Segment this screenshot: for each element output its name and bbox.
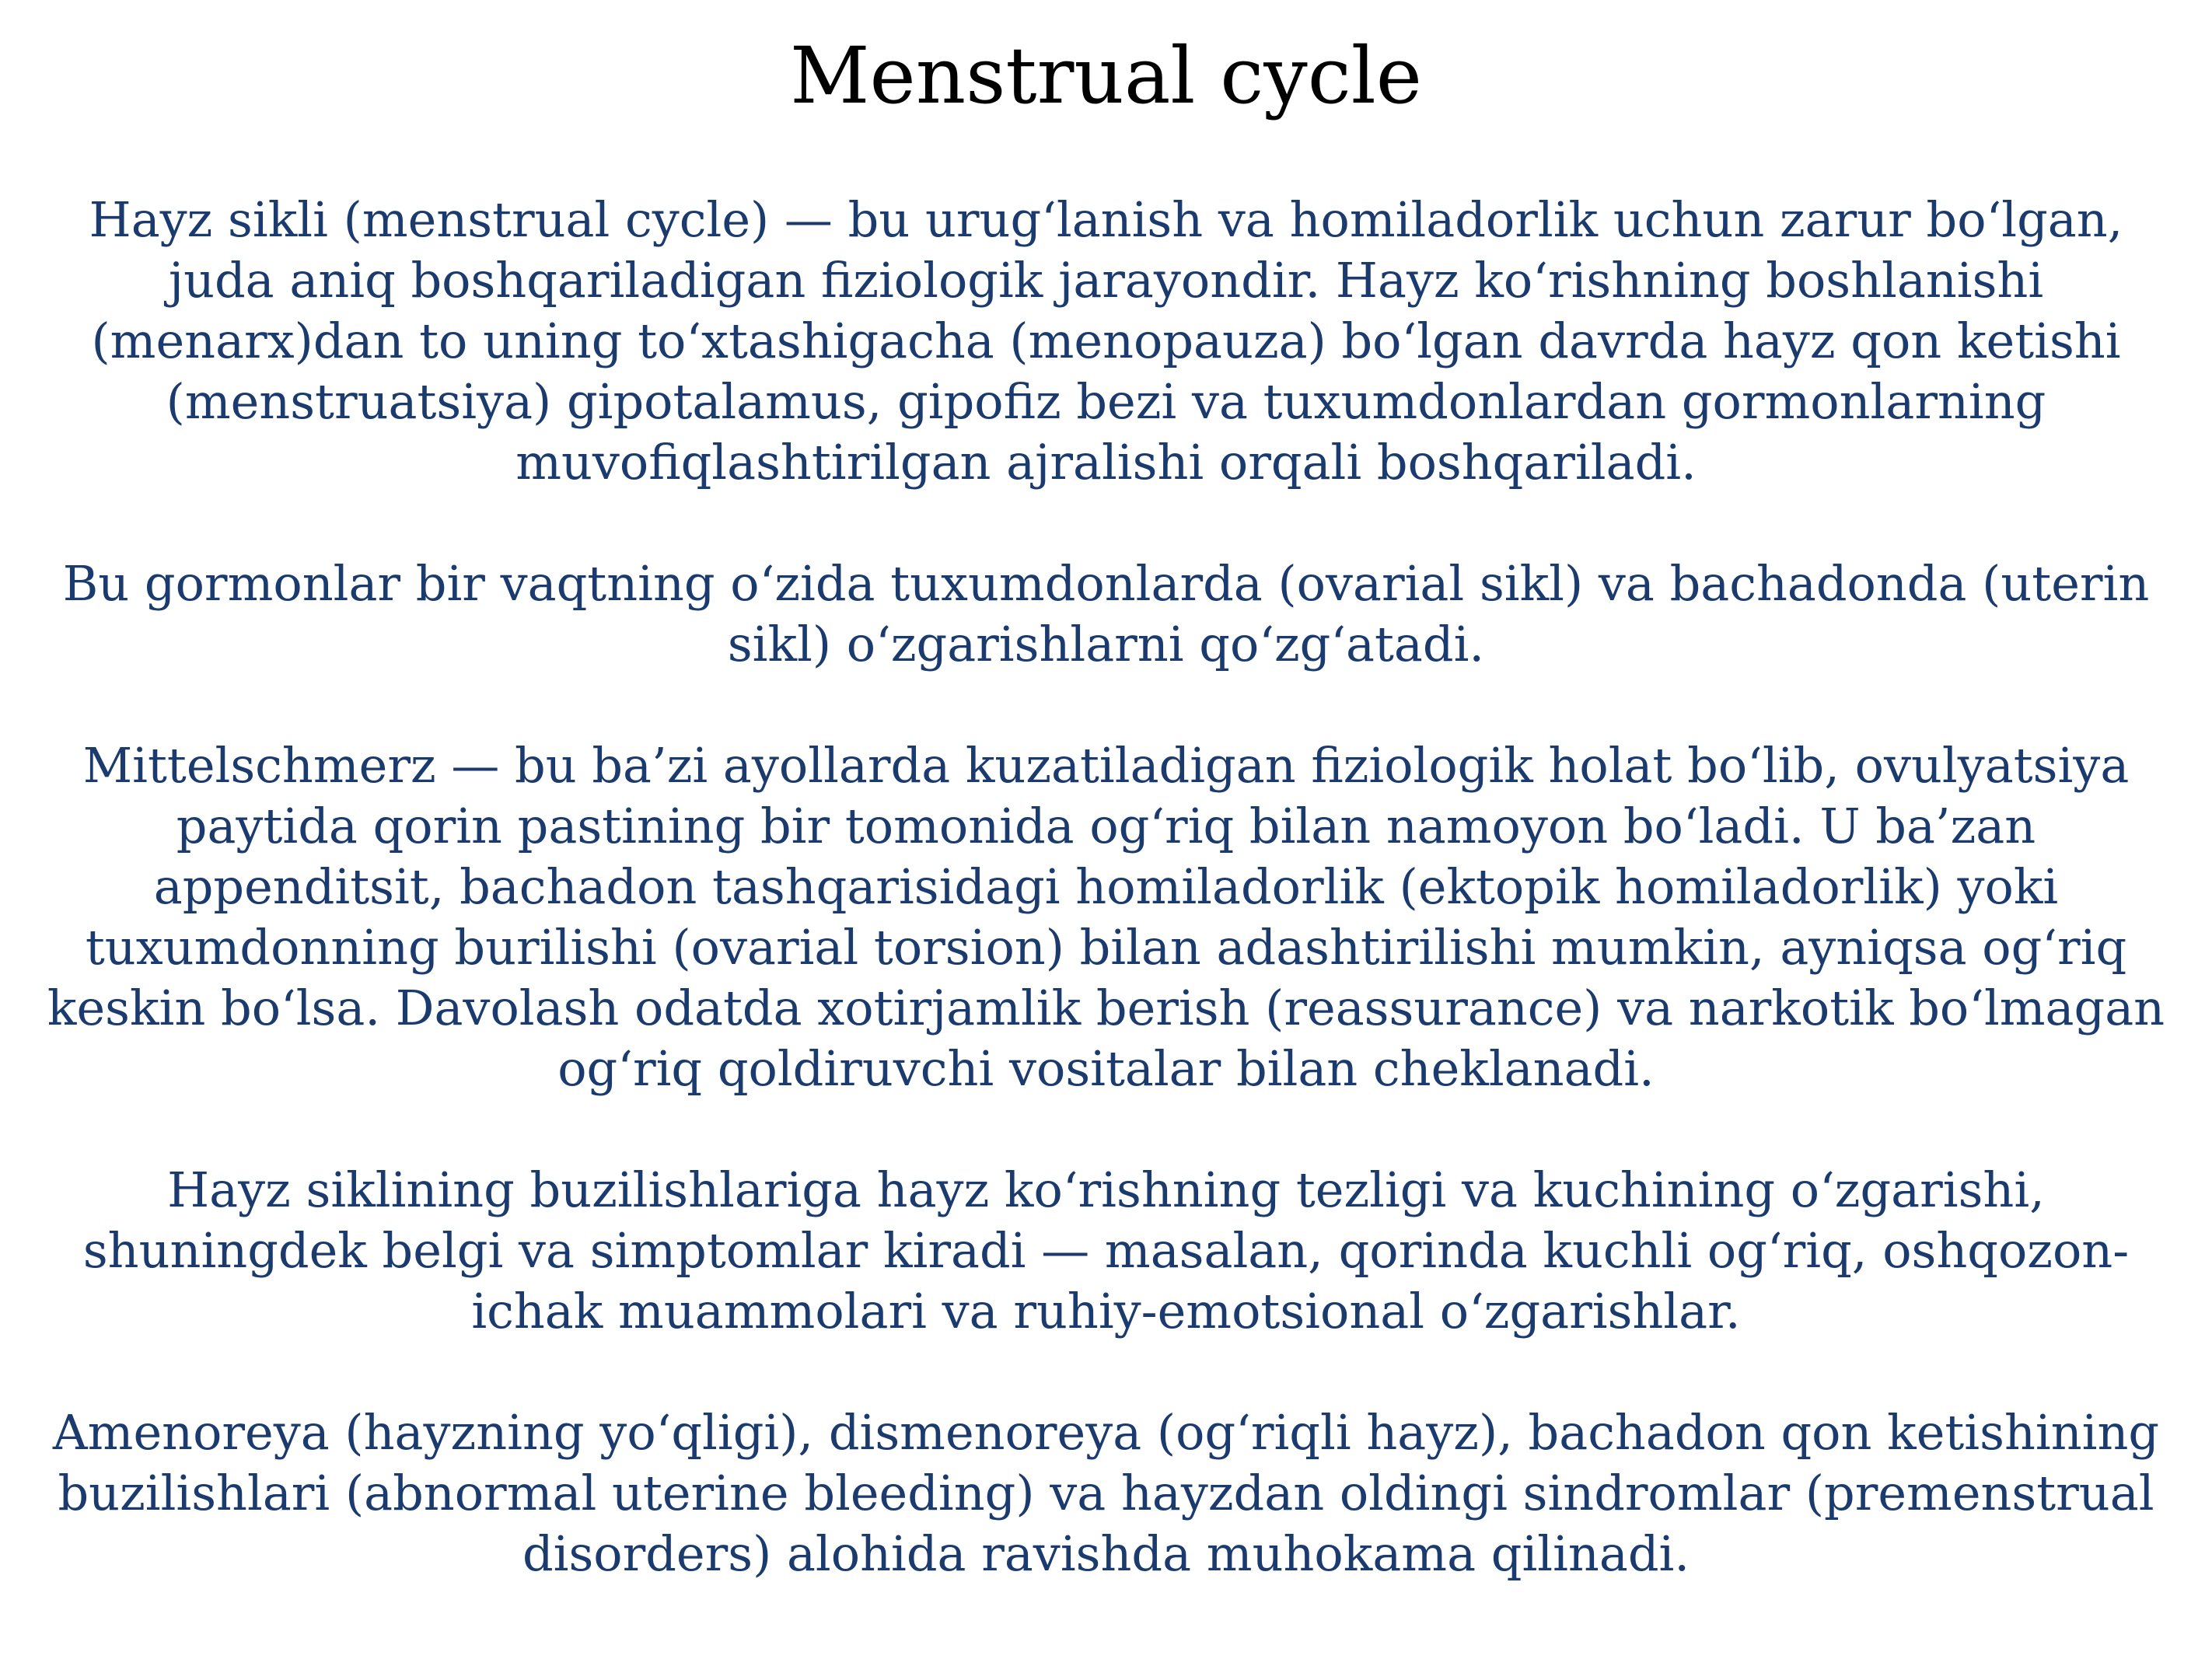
paragraph-menstrual-cycle-definition: Hayz sikli (menstrual cycle) — bu urug‘lanish va homiladorlik uchun zarur bo‘lgan, juda aniq boshqariladigan fiziologik jarayondir. Hayz ko‘rishning boshlanishi (menarx)dan to uning to‘xtashigacha (menopauza) bo‘lgan davrda hayz qon ketishi (menstruatsiya) gipotalamus, gipofiz bezi va tuxumdonlardan gormonlarning muvofiqlashtirilgan ajralishi orqali boshqariladi. [89, 191, 2123, 491]
paragraph-mittelschmerz: Mittelschmerz — bu ba’zi ayollarda kuzatiladigan fiziologik holat bo‘lib, ovulyatsiya paytida qorin pastining bir tomonida og‘riq bilan namoyon bo‘ladi. U ba’zan appenditsit, bachadon tashqarisidagi homiladorlik (ektopik homiladorlik) yoki tuxumdonning burilishi (ovarial torsion) bilan adashtirilishi mumkin, ayniqsa og‘riq keskin bo‘lsa. Davolash odatda xotirjamlik berish (reassurance) va narkotik bo‘lmagan og‘riq qoldiruvchi vositalar bilan cheklanadi. [47, 737, 2165, 1097]
paragraph-specific-disorders: Amenoreya (hayzning yo‘qligi), dismenoreya (og‘riqli hayz), bachadon qon ketishining buzilishlari (abnormal uterine bleeding) va hayzdan oldingi sindromlar (premenstrual disorders) alohida ravishda muhokama qilinadi. [52, 1404, 2160, 1582]
paragraph-cycle-disorders: Hayz siklining buzilishlariga hayz ko‘rishning tezligi va kuchining o‘zgarishi, shuningdek belgi va simptomlar kiradi — masalan, qorinda kuchli og‘riq, oshqozon-ichak muammolari va ruhiy-emotsional o‘zgarishlar. [82, 1161, 2130, 1339]
page-title: Menstrual cycle [790, 30, 1422, 121]
paragraph-hormone-effects: Bu gormonlar bir vaqtning o‘zida tuxumdonlarda (ovarial sikl) va bachadonda (uterin sikl) o‘zgarishlarni qo‘zg‘atadi. [62, 555, 2150, 672]
